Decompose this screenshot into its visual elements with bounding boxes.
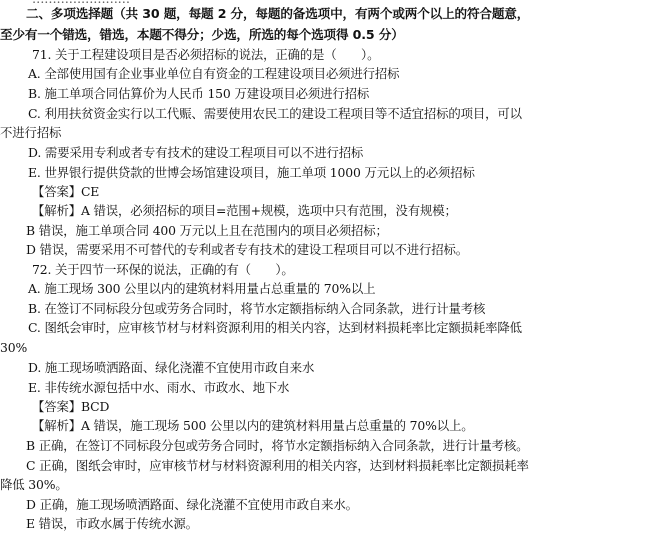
q72-stem: 72. 关于四节一环保的说法，正确的有（ ）。: [32, 262, 294, 277]
q71-option-b: B. 施工单项合同估算价为人民币 150 万建设项目必须进行招标: [28, 86, 370, 101]
q71-stem: 71. 关于工程建设项目是否必须招标的说法，正确的是（ ）。: [32, 47, 380, 62]
q72-answer: 【答案】BCD: [32, 399, 110, 414]
q71-option-c-cont: 不进行招标: [0, 125, 62, 140]
q72-option-b: B. 在签订不同标段分包或劳务合同时，将节水定额指标纳入合同条款，进行计量考核: [28, 301, 486, 316]
section-header-cont: 至少有一个错选，错选，本题不得分；少选，所选的每个选项得 0.5 分）: [0, 27, 404, 42]
q71-option-c: C. 利用扶贫资金实行以工代赈、需要使用农民工的建设工程项目等不适宜招标的项目，可以: [28, 106, 522, 121]
q72-option-c-cont: 30%: [0, 340, 28, 355]
q72-analysis-c: C 正确，图纸会审时，应审核节材与材料资源利用的相关内容，达到材料损耗率比定额损耗率: [26, 458, 529, 473]
q72-option-a: A. 施工现场 300 公里以内的建筑材料用量占总重量的 70%以上: [28, 281, 376, 296]
q71-analysis-b: B 错误，施工单项合同 400 万元以上且在范围内的项目必须招标；: [26, 223, 388, 238]
q72-analysis-d: D 正确，施工现场喷洒路面、绿化浇灌不宜使用市政自来水。: [26, 497, 358, 512]
q72-option-c: C. 图纸会审时，应审核节材与材料资源利用的相关内容，达到材料损耗率比定额损耗率降低: [28, 320, 522, 335]
q72-option-d: D. 施工现场喷洒路面、绿化浇灌不宜使用市政自来水: [28, 360, 315, 375]
q72-analysis-c-cont: 降低 30%。: [0, 477, 68, 492]
q71-option-e: E. 世界银行提供贷款的世博会场馆建设项目，施工单项 1000 万元以上的必须招标: [28, 165, 475, 180]
q72-analysis: 【解析】A 错误，施工现场 500 公里以内的建筑材料用量占总重量的 70%以上。: [32, 418, 474, 433]
q71-analysis-d: D 错误，需要采用不可替代的专利或者专有技术的建设工程项目可以不进行招标。: [26, 242, 468, 257]
section-header: 二、多项选择题（共 30 题，每题 2 分，每题的备选项中，有两个或两个以上的符合题意，: [26, 6, 530, 21]
q72-option-e: E. 非传统水源包括中水、雨水、市政水、地下水: [28, 380, 290, 395]
q71-option-a: A. 全部使用国有企业事业单位自有资金的工程建设项目必须进行招标: [28, 66, 400, 81]
q72-analysis-e: E 错误，市政水属于传统水源。: [26, 516, 198, 531]
q71-analysis: 【解析】A 错误，必须招标的项目=范围+规模，选项中只有范围，没有规模；: [32, 203, 457, 218]
q72-analysis-b: B 正确，在签订不同标段分包或劳务合同时，将节水定额指标纳入合同条款，进行计量考核。: [26, 438, 529, 453]
q71-option-d: D. 需要采用专利或者专有技术的建设工程项目可以不进行招标: [28, 145, 364, 160]
q71-answer: 【答案】CE: [32, 184, 100, 199]
